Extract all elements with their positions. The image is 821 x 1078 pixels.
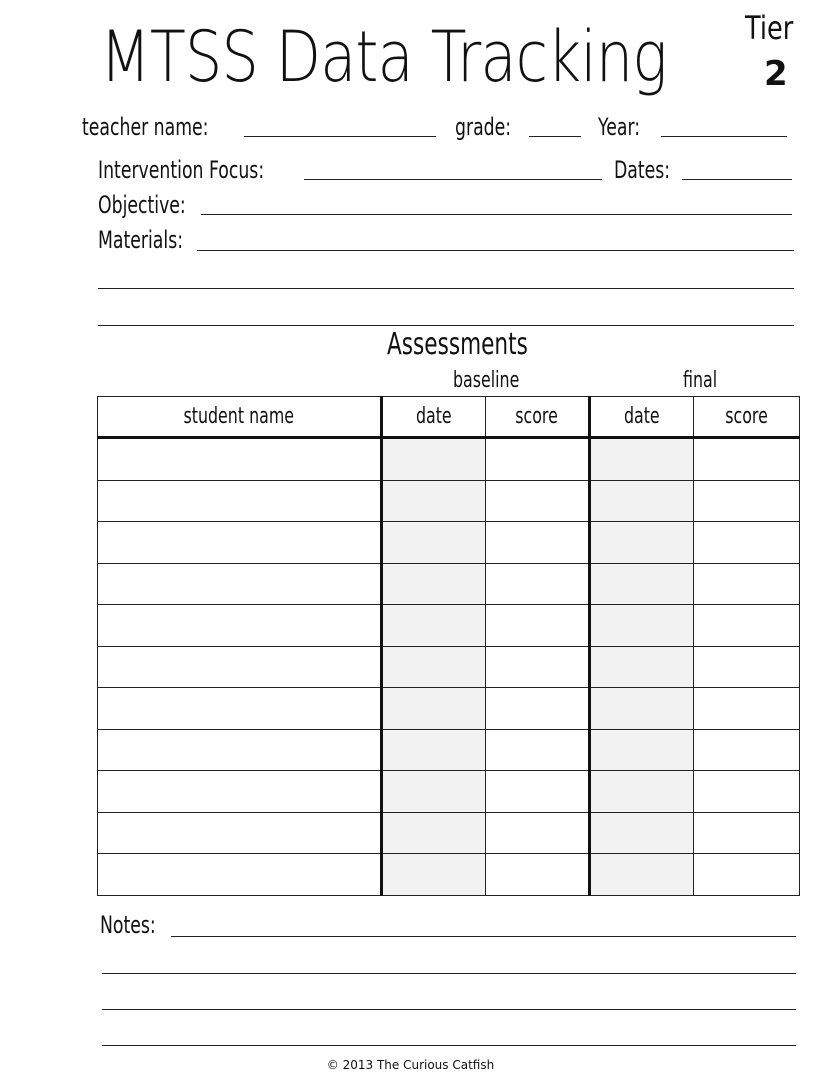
final-date-cell[interactable] <box>590 605 694 647</box>
table-row <box>98 522 800 564</box>
final-score-cell[interactable] <box>694 688 800 730</box>
student-name-cell[interactable] <box>98 688 382 730</box>
final-date-cell[interactable] <box>590 688 694 730</box>
final-score-cell[interactable] <box>694 854 800 896</box>
baseline-date-cell[interactable] <box>382 563 486 605</box>
final-label: final <box>683 368 718 393</box>
baseline-date-cell[interactable] <box>382 480 486 522</box>
final-score-cell[interactable] <box>694 605 800 647</box>
notes-field-line-2[interactable] <box>102 973 796 974</box>
baseline-score-cell[interactable] <box>486 854 590 896</box>
baseline-score-cell[interactable] <box>486 563 590 605</box>
table-row <box>98 729 800 771</box>
baseline-date-cell[interactable] <box>382 646 486 688</box>
table-row <box>98 480 800 522</box>
teacher-name-field[interactable] <box>244 136 436 137</box>
page-title: MTSS Data Tracking <box>100 16 667 98</box>
baseline-date-cell[interactable] <box>382 771 486 813</box>
col-final-date: date <box>590 397 694 438</box>
student-name-cell[interactable] <box>98 646 382 688</box>
teacher-name-label: teacher name: <box>82 113 209 141</box>
baseline-score-cell[interactable] <box>486 688 590 730</box>
final-date-cell[interactable] <box>590 522 694 564</box>
notes-field-line-4[interactable] <box>102 1045 796 1046</box>
final-date-cell[interactable] <box>590 563 694 605</box>
table-row <box>98 854 800 896</box>
col-baseline-date: date <box>382 397 486 438</box>
table-row <box>98 563 800 605</box>
year-field[interactable] <box>661 136 787 137</box>
dates-label: Dates: <box>614 156 671 184</box>
materials-field-line-2[interactable] <box>98 288 794 289</box>
final-date-cell[interactable] <box>590 812 694 854</box>
final-score-cell[interactable] <box>694 563 800 605</box>
final-date-cell[interactable] <box>590 438 694 481</box>
baseline-date-cell[interactable] <box>382 854 486 896</box>
tier-label: Tier <box>745 9 794 47</box>
baseline-score-cell[interactable] <box>486 438 590 481</box>
year-label: Year: <box>598 113 641 141</box>
assessment-table <box>97 396 800 896</box>
baseline-date-cell[interactable] <box>382 729 486 771</box>
student-name-cell[interactable] <box>98 438 382 481</box>
final-date-cell[interactable] <box>590 771 694 813</box>
table-row <box>98 771 800 813</box>
grade-field[interactable] <box>529 136 581 137</box>
materials-field-line-3[interactable] <box>98 325 794 326</box>
col-final-score: score <box>694 397 800 438</box>
student-name-cell[interactable] <box>98 522 382 564</box>
baseline-score-cell[interactable] <box>486 522 590 564</box>
baseline-score-cell[interactable] <box>486 646 590 688</box>
objective-label: Objective: <box>98 191 186 219</box>
final-date-cell[interactable] <box>590 729 694 771</box>
final-date-cell[interactable] <box>590 480 694 522</box>
final-score-cell[interactable] <box>694 771 800 813</box>
baseline-date-cell[interactable] <box>382 688 486 730</box>
col-student-name: student name <box>98 397 382 438</box>
notes-field-line-3[interactable] <box>102 1009 796 1010</box>
intervention-focus-label: Intervention Focus: <box>98 156 265 184</box>
baseline-date-cell[interactable] <box>382 812 486 854</box>
baseline-score-cell[interactable] <box>486 729 590 771</box>
grade-label: grade: <box>455 113 512 141</box>
dates-field[interactable] <box>682 179 792 180</box>
table-row <box>98 438 800 481</box>
col-baseline-score: score <box>486 397 590 438</box>
final-date-cell[interactable] <box>590 854 694 896</box>
materials-label: Materials: <box>98 226 184 254</box>
notes-label: Notes: <box>100 911 156 939</box>
intervention-focus-field[interactable] <box>304 179 602 180</box>
baseline-score-cell[interactable] <box>486 812 590 854</box>
student-name-cell[interactable] <box>98 771 382 813</box>
final-score-cell[interactable] <box>694 522 800 564</box>
final-score-cell[interactable] <box>694 729 800 771</box>
baseline-score-cell[interactable] <box>486 771 590 813</box>
baseline-score-cell[interactable] <box>486 605 590 647</box>
student-name-cell[interactable] <box>98 563 382 605</box>
table-row <box>98 605 800 647</box>
table-row <box>98 646 800 688</box>
baseline-label: baseline <box>453 368 520 393</box>
assessments-title: Assessments <box>387 327 528 362</box>
final-score-cell[interactable] <box>694 812 800 854</box>
final-score-cell[interactable] <box>694 646 800 688</box>
materials-field[interactable] <box>197 250 794 251</box>
baseline-date-cell[interactable] <box>382 605 486 647</box>
baseline-date-cell[interactable] <box>382 522 486 564</box>
notes-field[interactable] <box>171 936 796 937</box>
student-name-cell[interactable] <box>98 854 382 896</box>
table-header-row <box>98 397 800 438</box>
final-score-cell[interactable] <box>694 438 800 481</box>
student-name-cell[interactable] <box>98 480 382 522</box>
student-name-cell[interactable] <box>98 812 382 854</box>
student-name-cell[interactable] <box>98 605 382 647</box>
student-name-cell[interactable] <box>98 729 382 771</box>
copyright-footer: © 2013 The Curious Catfish <box>326 1058 495 1072</box>
final-date-cell[interactable] <box>590 646 694 688</box>
objective-field[interactable] <box>201 214 792 215</box>
baseline-date-cell[interactable] <box>382 438 486 481</box>
tier-number: 2 <box>764 54 788 94</box>
table-row <box>98 688 800 730</box>
final-score-cell[interactable] <box>694 480 800 522</box>
baseline-score-cell[interactable] <box>486 480 590 522</box>
table-row <box>98 812 800 854</box>
